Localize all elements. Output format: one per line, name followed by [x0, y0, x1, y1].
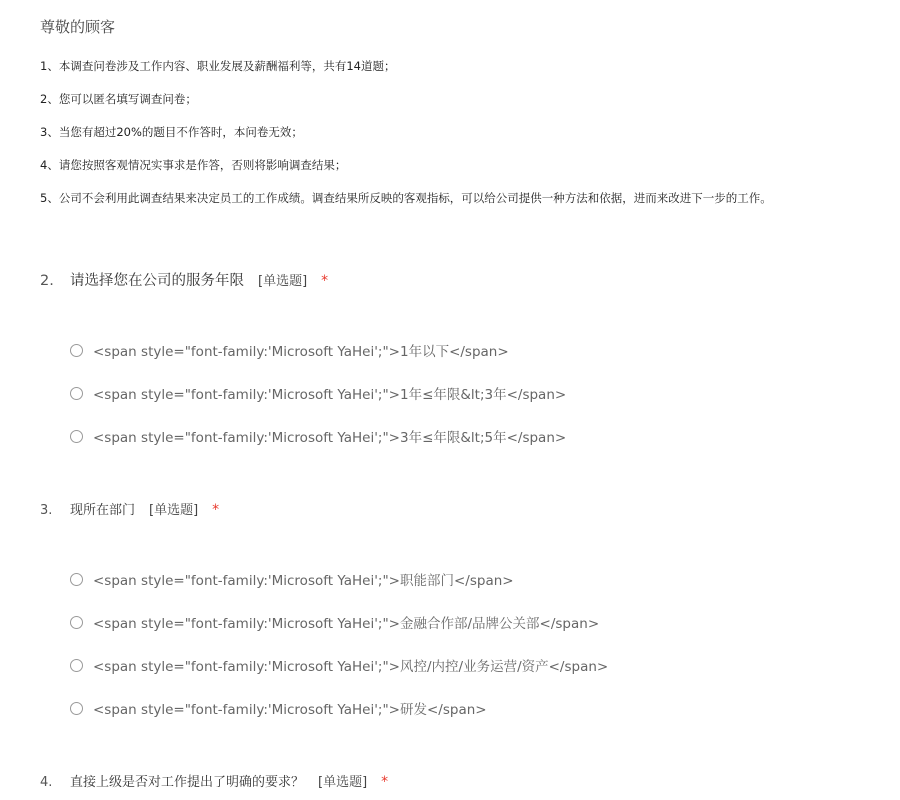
- question-number: 2.: [40, 273, 54, 289]
- question-number: 3.: [40, 503, 53, 518]
- option-service-1-to-3-years[interactable]: [70, 383, 566, 403]
- question-text: 直接上级是否对工作提出了明确的要求？: [70, 775, 305, 790]
- option-label: <span style="font-family:'Microsoft YaHei';">1年以下</span>: [93, 344, 509, 360]
- option-dept-finance-brand-pr[interactable]: [70, 612, 599, 632]
- notice-line-5: 5、公司不会利用此调查结果来决定员工的工作成绩。调查结果所反映的客观指标，可以给公司提供一种方法和依据，进而来改进下一步的工作。: [40, 191, 772, 205]
- required-marker: *: [212, 502, 220, 518]
- question-type-label: [单选题]: [318, 775, 368, 790]
- question-type-label: [单选题]: [258, 274, 308, 289]
- option-service-under-1-year[interactable]: [70, 340, 509, 360]
- radio-circle-icon[interactable]: [70, 573, 83, 586]
- question-2-title: [40, 269, 328, 290]
- question-text: 请选择您在公司的服务年限: [70, 273, 244, 289]
- option-label: <span style="font-family:'Microsoft YaHei';">风控/内控/业务运营/资产</span>: [93, 659, 609, 675]
- option-label: <span style="font-family:'Microsoft YaHei';">3年≤年限&lt;5年</span>: [93, 430, 567, 446]
- radio-circle-icon[interactable]: [70, 702, 83, 715]
- question-text: 现所在部门: [70, 503, 136, 518]
- question-number: 4.: [40, 775, 53, 790]
- radio-circle-icon[interactable]: [70, 430, 83, 443]
- question-3-title: [40, 499, 219, 518]
- required-marker: *: [321, 273, 329, 289]
- radio-circle-icon[interactable]: [70, 344, 83, 357]
- notice-line-3: 3、当您有超过20%的题目不作答时，本问卷无效；: [40, 125, 303, 139]
- option-label: <span style="font-family:'Microsoft YaHei';">金融合作部/品牌公关部</span>: [93, 616, 600, 632]
- option-label: <span style="font-family:'Microsoft YaHei';">1年≤年限&lt;3年</span>: [93, 387, 567, 403]
- radio-circle-icon[interactable]: [70, 659, 83, 672]
- question-4-title: [40, 771, 388, 790]
- option-dept-risk-operations[interactable]: [70, 655, 608, 675]
- radio-circle-icon[interactable]: [70, 616, 83, 629]
- option-service-3-to-5-years[interactable]: [70, 426, 566, 446]
- notice-line-1: 1、本调查问卷涉及工作内容、职业发展及薪酬福利等，共有14道题；: [40, 59, 396, 73]
- option-label: <span style="font-family:'Microsoft YaHei';">研发</span>: [93, 702, 487, 718]
- option-dept-rnd[interactable]: [70, 698, 487, 718]
- greeting-title: 尊敬的顾客: [40, 18, 116, 36]
- notice-line-4: 4、请您按照客观情况实事求是作答，否则将影响调查结果；: [40, 158, 347, 172]
- notice-line-2: 2、您可以匿名填写调查问卷；: [40, 92, 197, 106]
- option-dept-functional[interactable]: [70, 569, 514, 589]
- required-marker: *: [381, 774, 389, 790]
- option-label: <span style="font-family:'Microsoft YaHei';">职能部门</span>: [93, 573, 514, 589]
- question-type-label: [单选题]: [149, 503, 199, 518]
- radio-circle-icon[interactable]: [70, 387, 83, 400]
